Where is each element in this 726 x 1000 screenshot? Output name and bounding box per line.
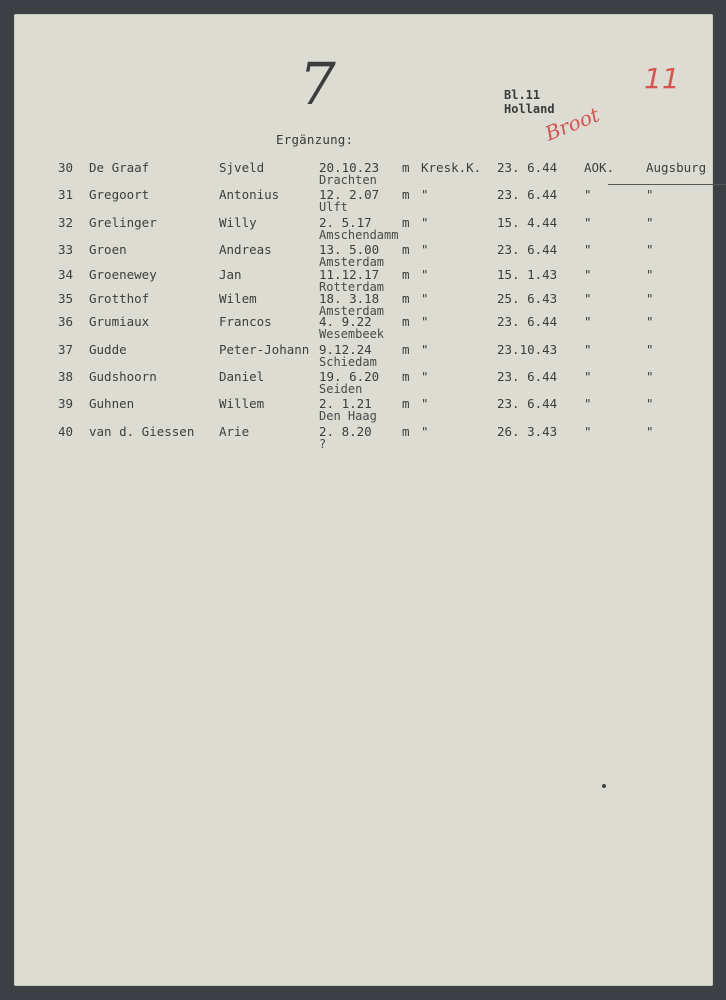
unit: " bbox=[421, 267, 429, 282]
event-date: 23. 6.44 bbox=[497, 187, 558, 202]
first-name: Wilem bbox=[219, 291, 257, 306]
birth-date: 19. 6.20 bbox=[319, 369, 380, 384]
sex: m bbox=[402, 291, 410, 306]
event-date: 23. 6.44 bbox=[497, 160, 558, 175]
last-name: Grotthof bbox=[89, 291, 150, 306]
row-number: 40 bbox=[58, 424, 74, 439]
sex: m bbox=[402, 187, 410, 202]
birth-place: Amsterdam bbox=[319, 304, 385, 318]
first-name: Antonius bbox=[219, 187, 280, 202]
event-date: 23. 6.44 bbox=[497, 242, 558, 257]
paper-speck bbox=[602, 784, 606, 788]
authority: " bbox=[584, 424, 592, 439]
birth-place: Drachten bbox=[319, 173, 377, 187]
authority-city: " bbox=[646, 314, 654, 329]
authority-city: " bbox=[646, 267, 654, 282]
row-number: 37 bbox=[58, 342, 74, 357]
birth-date: 4. 9.22 bbox=[319, 314, 372, 329]
row-number: 32 bbox=[58, 215, 74, 230]
event-date: 23. 6.44 bbox=[497, 314, 558, 329]
authority-city: " bbox=[646, 215, 654, 230]
list-item bbox=[14, 424, 713, 442]
unit: " bbox=[421, 291, 429, 306]
birth-date: 12. 2.07 bbox=[319, 187, 380, 202]
birth-place: Rotterdam bbox=[319, 280, 385, 294]
document-page bbox=[14, 14, 713, 986]
sheet-ref-number: Bl.11 bbox=[504, 88, 541, 102]
list-item bbox=[14, 187, 713, 205]
authority-city: Augsburg bbox=[646, 160, 707, 175]
birth-date: 2. 5.17 bbox=[319, 215, 372, 230]
authority: " bbox=[584, 267, 592, 282]
authority: " bbox=[584, 342, 592, 357]
birth-date: 13. 5.00 bbox=[319, 242, 380, 257]
birth-place: Amsterdam bbox=[319, 255, 385, 269]
last-name: Grelinger bbox=[89, 215, 157, 230]
birth-place: Amschendamm bbox=[319, 228, 399, 242]
last-name: De Graaf bbox=[89, 160, 150, 175]
birth-place: Wesembeek bbox=[319, 327, 385, 341]
row-number: 34 bbox=[58, 267, 74, 282]
sex: m bbox=[402, 215, 410, 230]
authority-city: " bbox=[646, 342, 654, 357]
authority-city: " bbox=[646, 242, 654, 257]
first-name: Willem bbox=[219, 396, 265, 411]
row-number: 31 bbox=[58, 187, 74, 202]
unit: " bbox=[421, 187, 429, 202]
sex: m bbox=[402, 342, 410, 357]
first-name: Francos bbox=[219, 314, 272, 329]
authority-city: " bbox=[646, 291, 654, 306]
row-number: 33 bbox=[58, 242, 74, 257]
last-name: Gudde bbox=[89, 342, 127, 357]
birth-date: 18. 3.18 bbox=[319, 291, 380, 306]
first-name: Jan bbox=[219, 267, 242, 282]
event-date: 15. 1.43 bbox=[497, 267, 558, 282]
last-name: Groen bbox=[89, 242, 127, 257]
sheet-reference bbox=[504, 88, 555, 116]
first-name: Willy bbox=[219, 215, 257, 230]
birth-date: 11.12.17 bbox=[319, 267, 380, 282]
last-name: Guhnen bbox=[89, 396, 135, 411]
authority: " bbox=[584, 291, 592, 306]
authority: " bbox=[584, 242, 592, 257]
unit: " bbox=[421, 242, 429, 257]
first-name: Peter-Johann bbox=[219, 342, 310, 357]
event-date: 23. 6.44 bbox=[497, 396, 558, 411]
authority-city: " bbox=[646, 369, 654, 384]
last-name: Gudshoorn bbox=[89, 369, 157, 384]
event-date: 23.10.43 bbox=[497, 342, 558, 357]
birth-place: Seiden bbox=[319, 382, 363, 396]
sex: m bbox=[402, 396, 410, 411]
last-name: Gregoort bbox=[89, 187, 150, 202]
last-name: Grumiaux bbox=[89, 314, 150, 329]
unit: " bbox=[421, 314, 429, 329]
sex: m bbox=[402, 267, 410, 282]
unit: " bbox=[421, 424, 429, 439]
authority: " bbox=[584, 369, 592, 384]
last-name: Groenewey bbox=[89, 267, 157, 282]
authority: " bbox=[584, 396, 592, 411]
first-name: Daniel bbox=[219, 369, 265, 384]
sex: m bbox=[402, 160, 410, 175]
authority: " bbox=[584, 215, 592, 230]
event-date: 26. 3.43 bbox=[497, 424, 558, 439]
first-name: Andreas bbox=[219, 242, 272, 257]
authority: " bbox=[584, 187, 592, 202]
authority-city: " bbox=[646, 396, 654, 411]
birth-place: Ulft bbox=[319, 200, 348, 214]
underline-mark bbox=[608, 184, 726, 185]
birth-place: ? bbox=[319, 437, 327, 451]
first-name: Sjveld bbox=[219, 160, 265, 175]
sheet-ref-country: Holland bbox=[504, 102, 555, 116]
unit: " bbox=[421, 369, 429, 384]
birth-place: Den Haag bbox=[319, 409, 377, 423]
birth-date: 9.12.24 bbox=[319, 342, 372, 357]
unit: " bbox=[421, 342, 429, 357]
birth-date: 20.10.23 bbox=[319, 160, 380, 175]
authority-city: " bbox=[646, 187, 654, 202]
row-number: 36 bbox=[58, 314, 74, 329]
row-number: 35 bbox=[58, 291, 74, 306]
sex: m bbox=[402, 242, 410, 257]
authority: " bbox=[584, 314, 592, 329]
row-number: 39 bbox=[58, 396, 74, 411]
handwritten-page-number: 7 bbox=[293, 50, 342, 118]
unit: " bbox=[421, 396, 429, 411]
unit: Kresk.K. bbox=[421, 160, 482, 175]
birth-date: 2. 1.21 bbox=[319, 396, 372, 411]
section-title: Ergänzung: bbox=[276, 132, 354, 147]
birth-place: Schiedam bbox=[319, 355, 377, 369]
first-name: Arie bbox=[219, 424, 250, 439]
authority-city: " bbox=[646, 424, 654, 439]
birth-date: 2. 8.20 bbox=[319, 424, 372, 439]
authority: AOK. bbox=[584, 160, 615, 175]
last-name: van d. Giessen bbox=[89, 424, 195, 439]
sex: m bbox=[402, 314, 410, 329]
sex: m bbox=[402, 424, 410, 439]
row-number: 38 bbox=[58, 369, 74, 384]
event-date: 25. 6.43 bbox=[497, 291, 558, 306]
unit: " bbox=[421, 215, 429, 230]
red-handwritten-mark: Broot bbox=[541, 102, 603, 146]
event-date: 23. 6.44 bbox=[497, 369, 558, 384]
red-corner-number: 11 bbox=[644, 62, 680, 95]
list-item bbox=[14, 369, 713, 387]
sex: m bbox=[402, 369, 410, 384]
event-date: 15. 4.44 bbox=[497, 215, 558, 230]
row-number: 30 bbox=[58, 160, 74, 175]
